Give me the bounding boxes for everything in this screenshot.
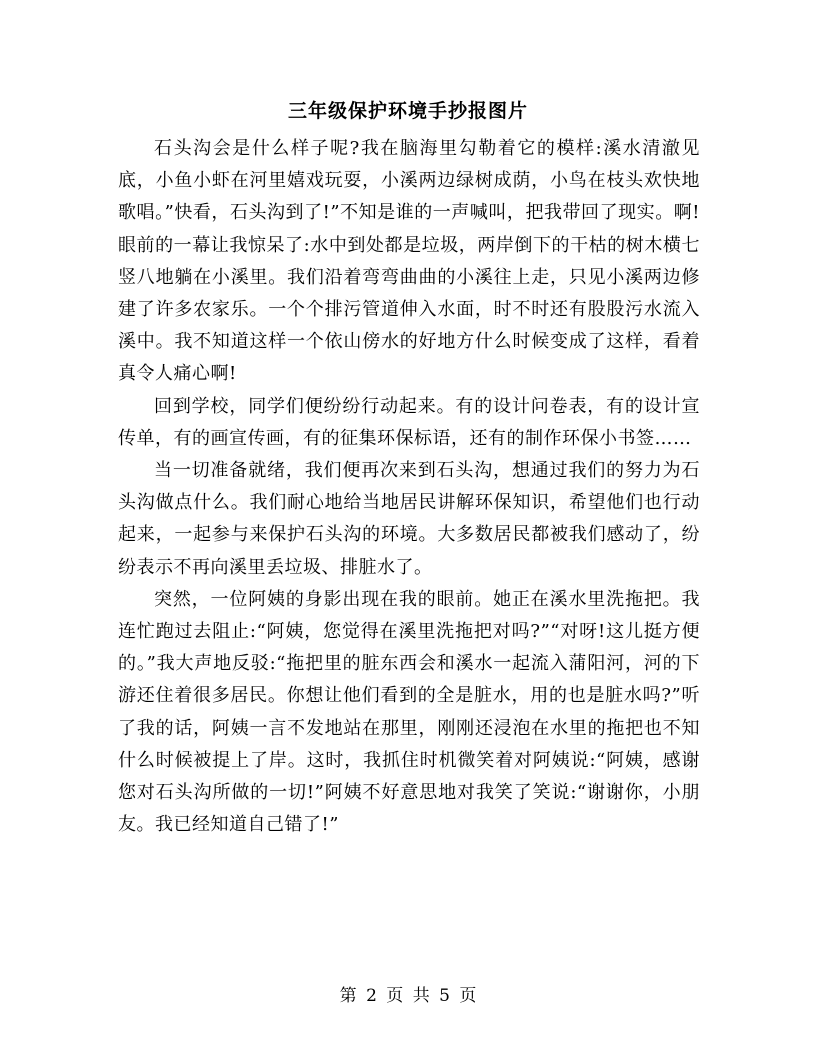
page-number-footer: 第 2 页 共 5 页: [339, 986, 477, 1006]
paragraph-1: 石头沟会是什么样子呢?我在脑海里勾勒着它的模样:溪水清澈见底，小鱼小虾在河里嬉戏玩耍，小溪两边绿树成荫，小鸟在枝头欢快地歌唱。”快看，石头沟到了!”不知是谁的一声喊叫，把我带回了现实。啊!眼前的一幕让我惊呆了:水中到处都是垃圾，两岸倒下的干枯的树木横七竖八地躺在小溪里。我们沿着弯弯曲曲的小溪往上走，只见小溪两边修建了许多农家乐。一个个排污管道伸入水面，时不时还有股股污水流入溪中。我不知道这样一个依山傍水的好地方什么时候变成了这样，看着真令人痛心啊!: [118, 138, 700, 385]
paragraph-2: 回到学校，同学们便纷纷行动起来。有的设计问卷表，有的设计宣传单，有的画宣传画，有的征集环保标语，还有的制作环保小书签……: [118, 395, 700, 449]
paragraph-3: 当一切准备就绪，我们便再次来到石头沟，想通过我们的努力为石头沟做点什么。我们耐心地给当地居民讲解环保知识，希望他们也行动起来，一起参与来保护石头沟的环境。大多数居民都被我们感动了，纷纷表示不再向溪里丢垃圾、排脏水了。: [118, 460, 700, 578]
document-title: 三年级保护环境手抄报图片: [287, 100, 528, 122]
document-body: [118, 133, 700, 841]
paragraph-4: 突然，一位阿姨的身影出现在我的眼前。她正在溪水里洗拖把。我连忙跑过去阻止:“阿姨，您觉得在溪里洗拖把对吗?”“对呀!这儿挺方便的。”我大声地反驳:“拖把里的脏东西会和溪水一起流入蒲阳河，河的下游还住着很多居民。你想让他们看到的全是脏水，用的也是脏水吗?”听了我的话，阿姨一言不发地站在那里，刚刚还浸泡在水里的拖把也不知什么时候被提上了岸。这时，我抓住时机微笑着对阿姨说:“阿姨，感谢您对石头沟所做的一切!”阿姨不好意思地对我笑了笑说:“谢谢你，小朋友。我已经知道自己错了!”: [118, 588, 700, 836]
